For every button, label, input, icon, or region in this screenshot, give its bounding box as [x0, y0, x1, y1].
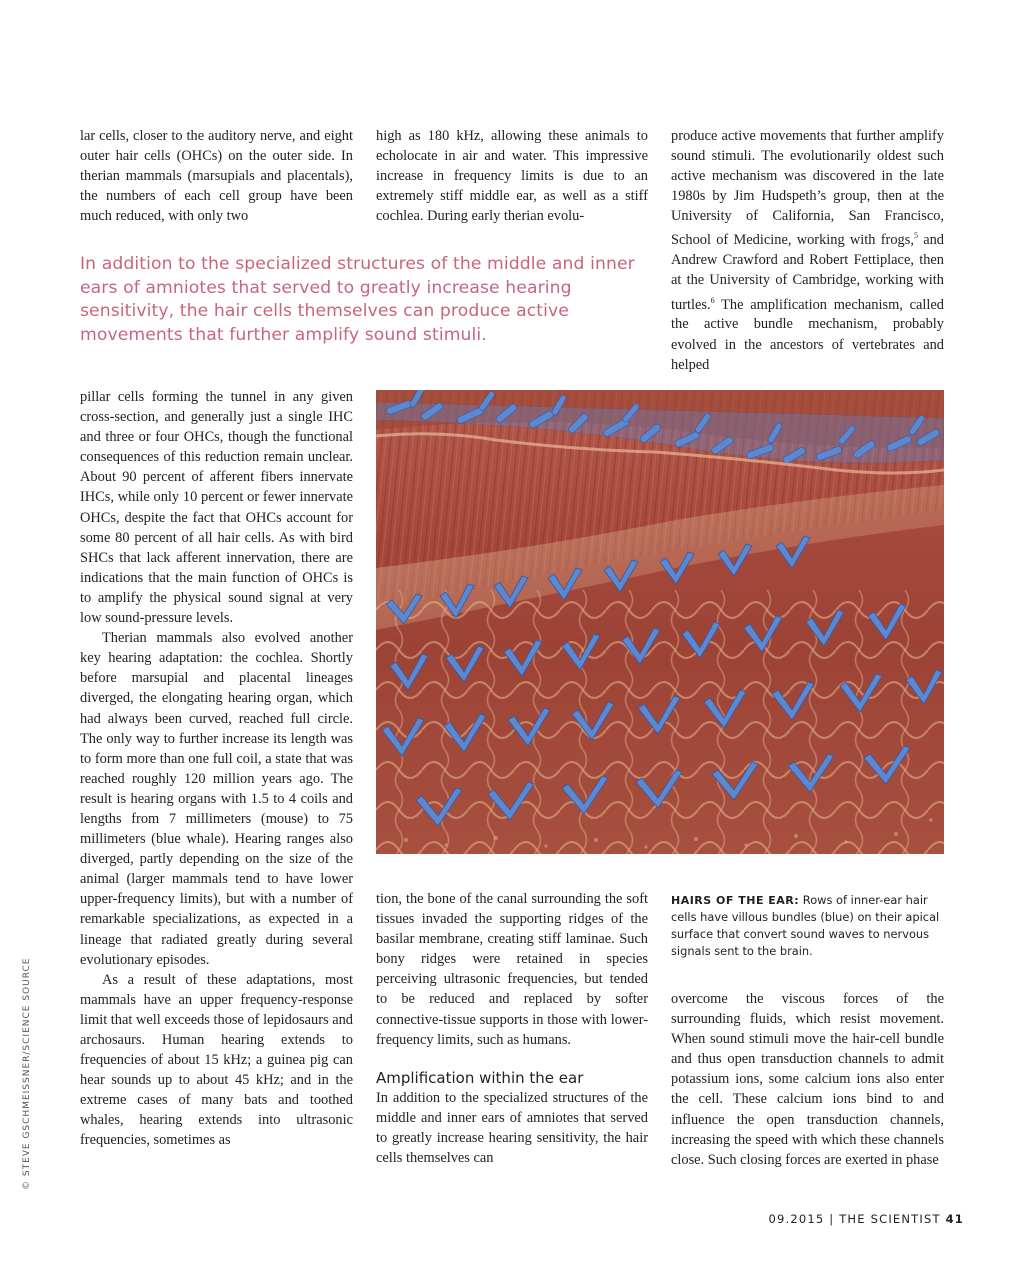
- right-column: [671, 989, 944, 1170]
- photo-credit: © STEVE GSCHMEISSNER/SCIENCE SOURCE: [22, 957, 32, 1190]
- middle-column: [376, 889, 648, 1168]
- footer-magazine: THE SCIENTIST: [839, 1212, 941, 1226]
- top-right-text-a: produce active movements that further amplify sound stimuli. The evolutionarily oldest such active mechanism was discovered in the late 1980s by Jim Hudspeth’s group, then at the University of California, San Francisco, School of Medicine, working with frogs,: [671, 128, 944, 249]
- left-paragraph-3: As a result of these adaptations, most mammals have an upper frequency-response limit that well exceeds those of lepidosaurs and archosaurs. Human hearing extends to frequencies of about 15 kHz; a guinea pig can hear sounds up to about 45 kHz; and in the extreme cases of many bats and toothed whales, hearing extends into ultrasonic frequencies, sometimes as: [80, 971, 353, 1149]
- section-subhead: Amplification within the ear: [376, 1068, 584, 1087]
- micrograph-illustration: [376, 390, 944, 854]
- pull-quote: In addition to the specialized structures of the middle and inner ears of amniotes that served to greatly increase hearing sensitivity, the hair cells themselves can produce active movements that further amplify sound stimuli.: [80, 254, 635, 345]
- caption-title: HAIRS OF THE EAR:: [671, 894, 800, 907]
- right-paragraph-1: overcome the viscous forces of the surrounding fluids, which resist movement. When sound stimuli move the hair-cell bundle and thus open transduction channels to admit potassium ions, some calcium ions also enter the cell. These calcium ions bind to and influence the open transduction channels, increasing the speed with which these channels close. Such closing forces are exerted in phase: [671, 991, 944, 1168]
- caption-text: Rows of inner-ear hair cells have villous bundles (blue) on their apical surface that convert sound waves to nervous signals sent to the brain.: [671, 893, 940, 958]
- top-left-paragraph: lar cells, closer to the auditory nerve, and eight outer hair cells (OHCs) on the outer side. In therian mammals (marsupials and placentals), the numbers of each cell group have been much reduced, with only two: [80, 128, 353, 225]
- top-right-column: [671, 126, 944, 375]
- left-paragraph-1: pillar cells forming the tunnel in any given cross-section, and generally just a single IHC and three or four OHCs, though the functional consequences of this reduction remain unclear. About 90 percent of afferent fibers innervate IHCs, while only 10 percent or fewer innervate OHCs, despite the fact that OHCs account for some 80 percent of all hair cells. As with bird SHCs that lack afferent innervation, there are indications that the main function of OHCs is to amplify the physical sound signal at very low sound-pressure levels.: [80, 389, 353, 627]
- top-right-text-b: and Andrew Crawford and Robert Fettiplace, then at the University of Cambridge, working with turtles.: [671, 232, 944, 313]
- top-middle-paragraph: high as 180 kHz, allowing these animals to echolocate in air and water. This impressive increase in frequency limits is due to an extremely stiff middle ear, as well as a stiff cochlea. During early therian evolu-: [376, 128, 648, 225]
- figure-caption: [671, 892, 945, 960]
- footer-issue: 09.2015: [768, 1212, 825, 1226]
- footer-separator: |: [829, 1212, 835, 1226]
- footnote-ref-6: 6: [710, 295, 715, 305]
- footnote-ref-5: 5: [913, 231, 918, 241]
- top-right-paragraph: [671, 126, 944, 375]
- top-right-text-c: The amplification mechanism, called the active bundle mechanism, probably evolved in the ancestors of vertebrates and helped: [671, 296, 944, 373]
- left-paragraph-2: Therian mammals also evolved another key hearing adaptation: the cochlea. Shortly before marsupial and placental lineages diverged, the elongating hearing organ, which had always been curved, reached full circle. The only way to further increase its length was to form more than one full coil, a state that was reached roughly 120 million years ago. The result is hearing organs with 1.5 to 4 coils and lengths from 7 millimeters (mouse) to 75 millimeters (blue whale). Hearing ranges also diverged, partly depending on the size of the animal (larger mammals tend to have lower upper-frequency limits), but with a number of remarkable specializations, as expected in a lineage that radiated greatly during several evolutionary episodes.: [80, 630, 353, 968]
- middle-paragraph-2: In addition to the specialized structures of the middle and inner ears of amniotes that served to greatly increase hearing sensitivity, the hair cells themselves can: [376, 1089, 648, 1167]
- top-left-column: [80, 126, 353, 226]
- page-footer: [720, 1212, 964, 1226]
- middle-paragraph-1: tion, the bone of the canal surrounding the soft tissues invaded the supporting ridges of the basilar membrane, creating stiff laminae. Such bony ridges were retained in species perceiving ultrasonic frequencies, but tended to be reduced and replaced by softer connective-tissue supports in those with lower-frequency limits, such as humans.: [376, 891, 648, 1048]
- page-number: 41: [945, 1212, 964, 1226]
- top-middle-column: [376, 126, 648, 226]
- hair-cell-micrograph: [376, 390, 944, 854]
- left-column: [80, 387, 353, 1151]
